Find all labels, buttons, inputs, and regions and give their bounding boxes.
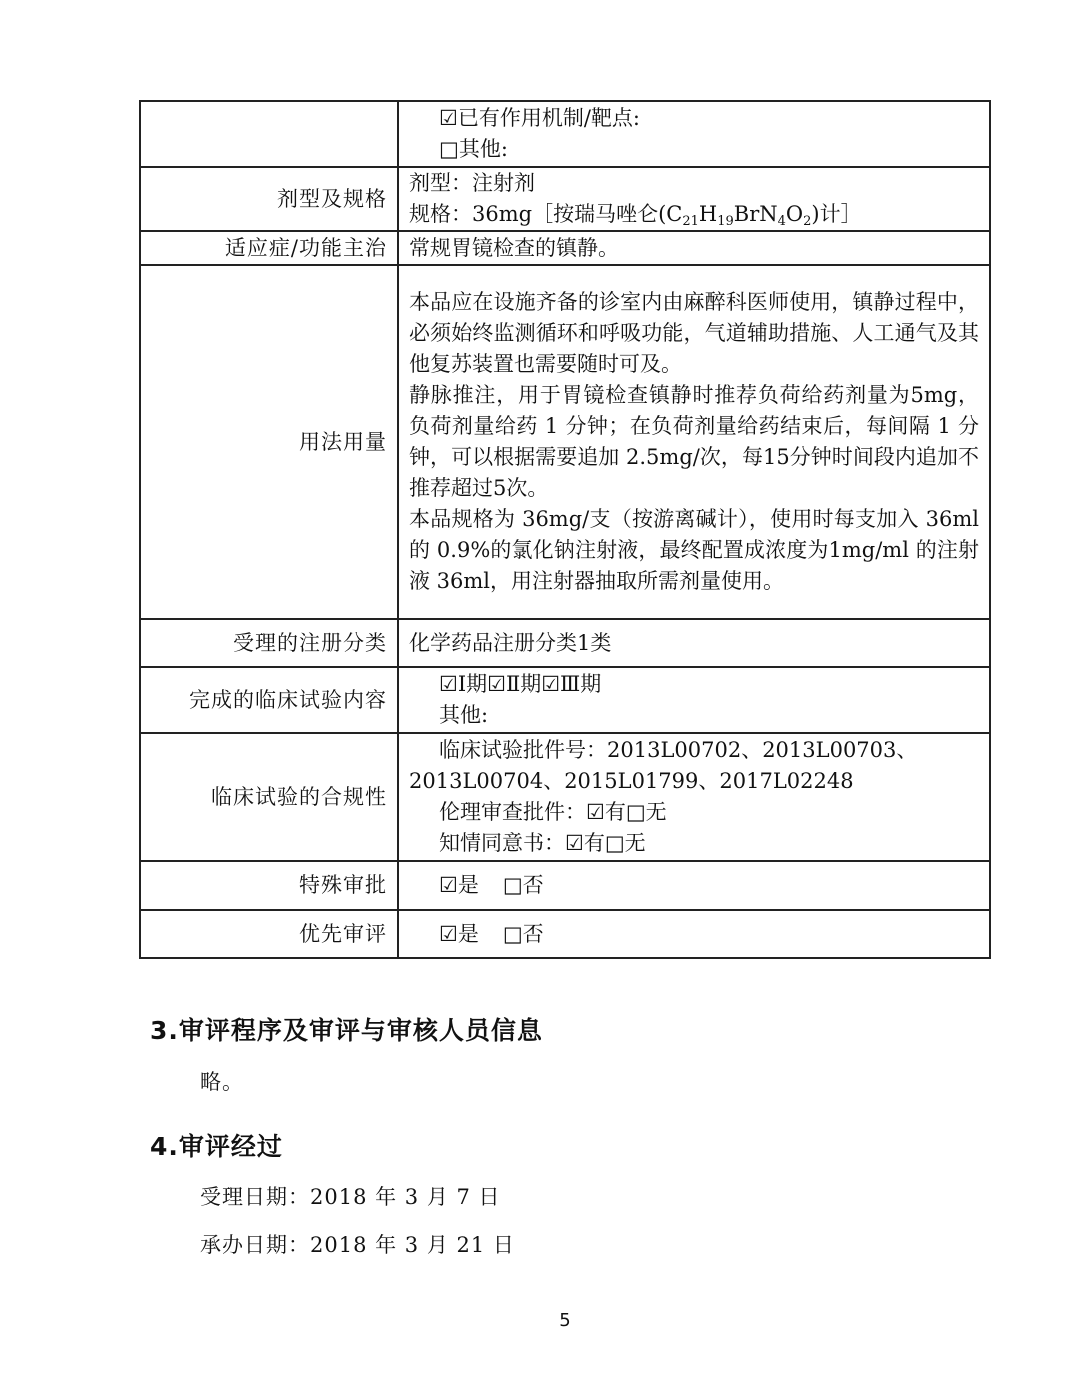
table-row-registration [140, 619, 990, 667]
table-row-special-approval [140, 861, 990, 910]
handle-date: 承办日期：2018 年 3 月 21 日 [200, 1233, 515, 1257]
table-row-priority-review [140, 910, 990, 958]
section-3-heading: 3.审评程序及审评与审核人员信息 [150, 1016, 543, 1045]
table-row-indication [140, 231, 990, 265]
section-3-body: 略。 [200, 1070, 244, 1094]
special-approval-no: □否 [502, 873, 544, 897]
accept-date: 受理日期：2018 年 3 月 7 日 [200, 1185, 501, 1209]
section-4-heading: 4.审评经过 [150, 1132, 283, 1161]
dosage-form-value: 剂型：注射剂 [409, 171, 535, 195]
usage-paragraph-2: 静脉推注，用于胃镜检查镇静时推荐负荷给药剂量为5mg，负荷剂量给药 1 分钟；在负荷剂量给药结束后，每间隔 1 分钟，可以根据需要追加 2.5mg/次，每15分钟时间段内追加不推荐超过5次。 [409, 383, 979, 500]
usage-paragraph-3: 本品规格为 36mg/支（按游离碱计），使用时每支加入 36ml 的 0.9%的氯化钠注射液，最终配置成浓度为1mg/ml 的注射液 36ml，用注射器抽取所需剂量使用。 [409, 507, 979, 593]
special-approval-cell [398, 861, 990, 910]
approval-numbers-line-2: 2013L00704、2015L01799、2017L02248 [409, 769, 854, 793]
trial-phases-checkboxes: ☑Ⅰ期☑Ⅱ期☑Ⅲ期 [439, 672, 602, 696]
priority-review-no: □否 [502, 921, 544, 946]
page-number: 5 [559, 1310, 571, 1331]
table-row-compliance [140, 733, 990, 861]
indication-label: 适应症/功能主治 [140, 231, 398, 265]
trials-label: 完成的临床试验内容 [140, 667, 398, 733]
table-row-mechanism [140, 101, 990, 167]
informed-consent-line: 知情同意书：☑有□无 [439, 831, 646, 855]
dosage-form-label: 剂型及规格 [140, 167, 398, 231]
table-row-usage [140, 265, 990, 619]
priority-review-cell [398, 910, 990, 958]
mechanism-cell [398, 101, 990, 167]
specification-value: 规格：36mg［按瑞马唑仑$(C_{21}H_{19}BrN_4O_2)$计］ [409, 202, 862, 229]
compliance-cell [398, 733, 990, 861]
indication-value: 常规胃镜检查的镇静。 [398, 231, 990, 265]
trial-other: 其他: [439, 703, 489, 727]
trials-cell [398, 667, 990, 733]
usage-cell [398, 265, 990, 619]
review-info-table [139, 100, 991, 959]
dosage-form-cell [398, 167, 990, 231]
table-row-dosage-form [140, 167, 990, 231]
usage-paragraph-1: 本品应在设施齐备的诊室内由麻醉科医师使用，镇静过程中，必须始终监测循环和呼吸功能，气道辅助措施、人工通气及其他复苏装置也需要随时可及。 [409, 290, 979, 376]
priority-review-label: 优先审评 [140, 910, 398, 958]
ethics-approval-line: 伦理审查批件：☑有□无 [439, 800, 667, 824]
priority-review-yes: ☑是 [439, 921, 479, 946]
mechanism-other-option: □其他: [439, 137, 508, 161]
approval-numbers-line-1: 临床试验批件号：2013L00702、2013L00703、 [439, 738, 918, 762]
special-approval-yes: ☑是 [439, 873, 479, 897]
mechanism-existing-option: ☑已有作用机制/靶点: [439, 106, 640, 130]
empty-label-cell [140, 101, 398, 167]
registration-value: 化学药品注册分类1类 [398, 619, 990, 667]
compliance-label: 临床试验的合规性 [140, 733, 398, 861]
registration-label: 受理的注册分类 [140, 619, 398, 667]
table-row-trials [140, 667, 990, 733]
special-approval-label: 特殊审批 [140, 861, 398, 910]
usage-label: 用法用量 [140, 265, 398, 619]
